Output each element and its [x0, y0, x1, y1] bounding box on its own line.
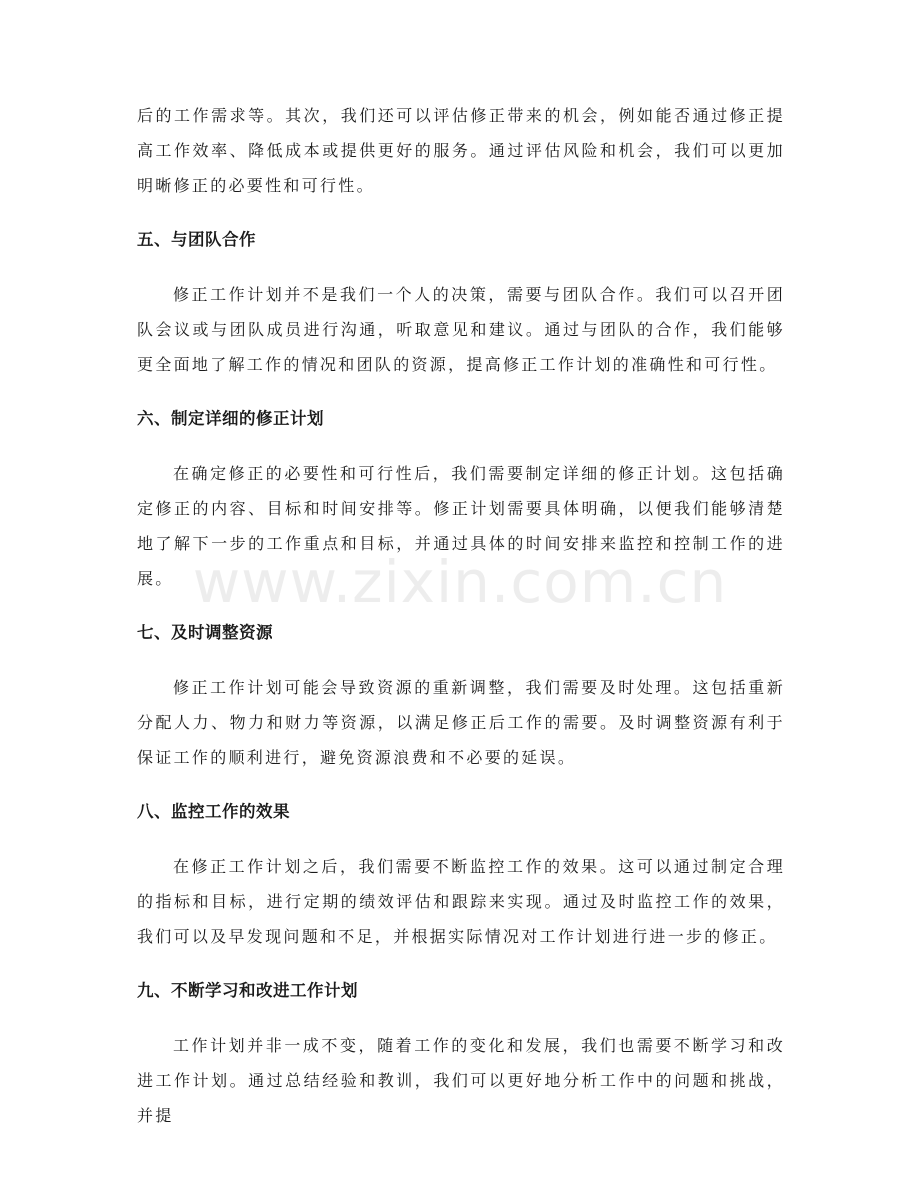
section-team-cooperation	[137, 225, 785, 382]
section-paragraph: 修正工作计划可能会导致资源的重新调整，我们需要及时处理。这包括重新分配人力、物力和财力等资源，以满足修正后工作的需要。及时调整资源有利于保证工作的顺利进行，避免资源浪费和不必要的延误。	[137, 678, 785, 767]
section-paragraph: 在修正工作计划之后，我们需要不断监控工作的效果。这可以通过制定合理的指标和目标，进行定期的绩效评估和跟踪来实现。通过及时监控工作的效果，我们可以及早发现问题和不足，并根据实际情况对工作计划进行进一步的修正。	[137, 857, 785, 946]
section-detailed-plan	[137, 404, 785, 596]
section-paragraph: 在确定修正的必要性和可行性后，我们需要制定详细的修正计划。这包括确定修正的内容、目标和时间安排等。修正计划需要具体明确，以便我们能够清楚地了解下一步的工作重点和目标，并通过具体的时间安排来监控和控制工作的进展。	[137, 464, 785, 588]
section-heading: 七、及时调整资源	[137, 623, 273, 642]
section-adjust-resources	[137, 618, 785, 775]
watermark: www.zixin.com.cn	[192, 548, 728, 616]
section-monitor-effect	[137, 797, 785, 954]
section-learn-improve	[137, 976, 785, 1133]
section-paragraph: 工作计划并非一成不变，随着工作的变化和发展，我们也需要不断学习和改进工作计划。通过总结经验和教训，我们可以更好地分析工作中的问题和挑战，并提	[137, 1036, 785, 1125]
intro-paragraph: 后的工作需求等。其次，我们还可以评估修正带来的机会，例如能否通过修正提高工作效率、降低成本或提供更好的服务。通过评估风险和机会，我们可以更加明晰修正的必要性和可行性。	[137, 106, 785, 195]
section-heading: 六、制定详细的修正计划	[137, 409, 324, 428]
section-heading: 九、不断学习和改进工作计划	[137, 981, 358, 1000]
document-content	[137, 98, 785, 1133]
section-paragraph: 修正工作计划并不是我们一个人的决策，需要与团队合作。我们可以召开团队会议或与团队成员进行沟通，听取意见和建议。通过与团队的合作，我们能够更全面地了解工作的情况和团队的资源，提高修正工作计划的准确性和可行性。	[137, 285, 785, 374]
section-heading: 五、与团队合作	[137, 230, 256, 249]
section-heading: 八、监控工作的效果	[137, 802, 290, 821]
